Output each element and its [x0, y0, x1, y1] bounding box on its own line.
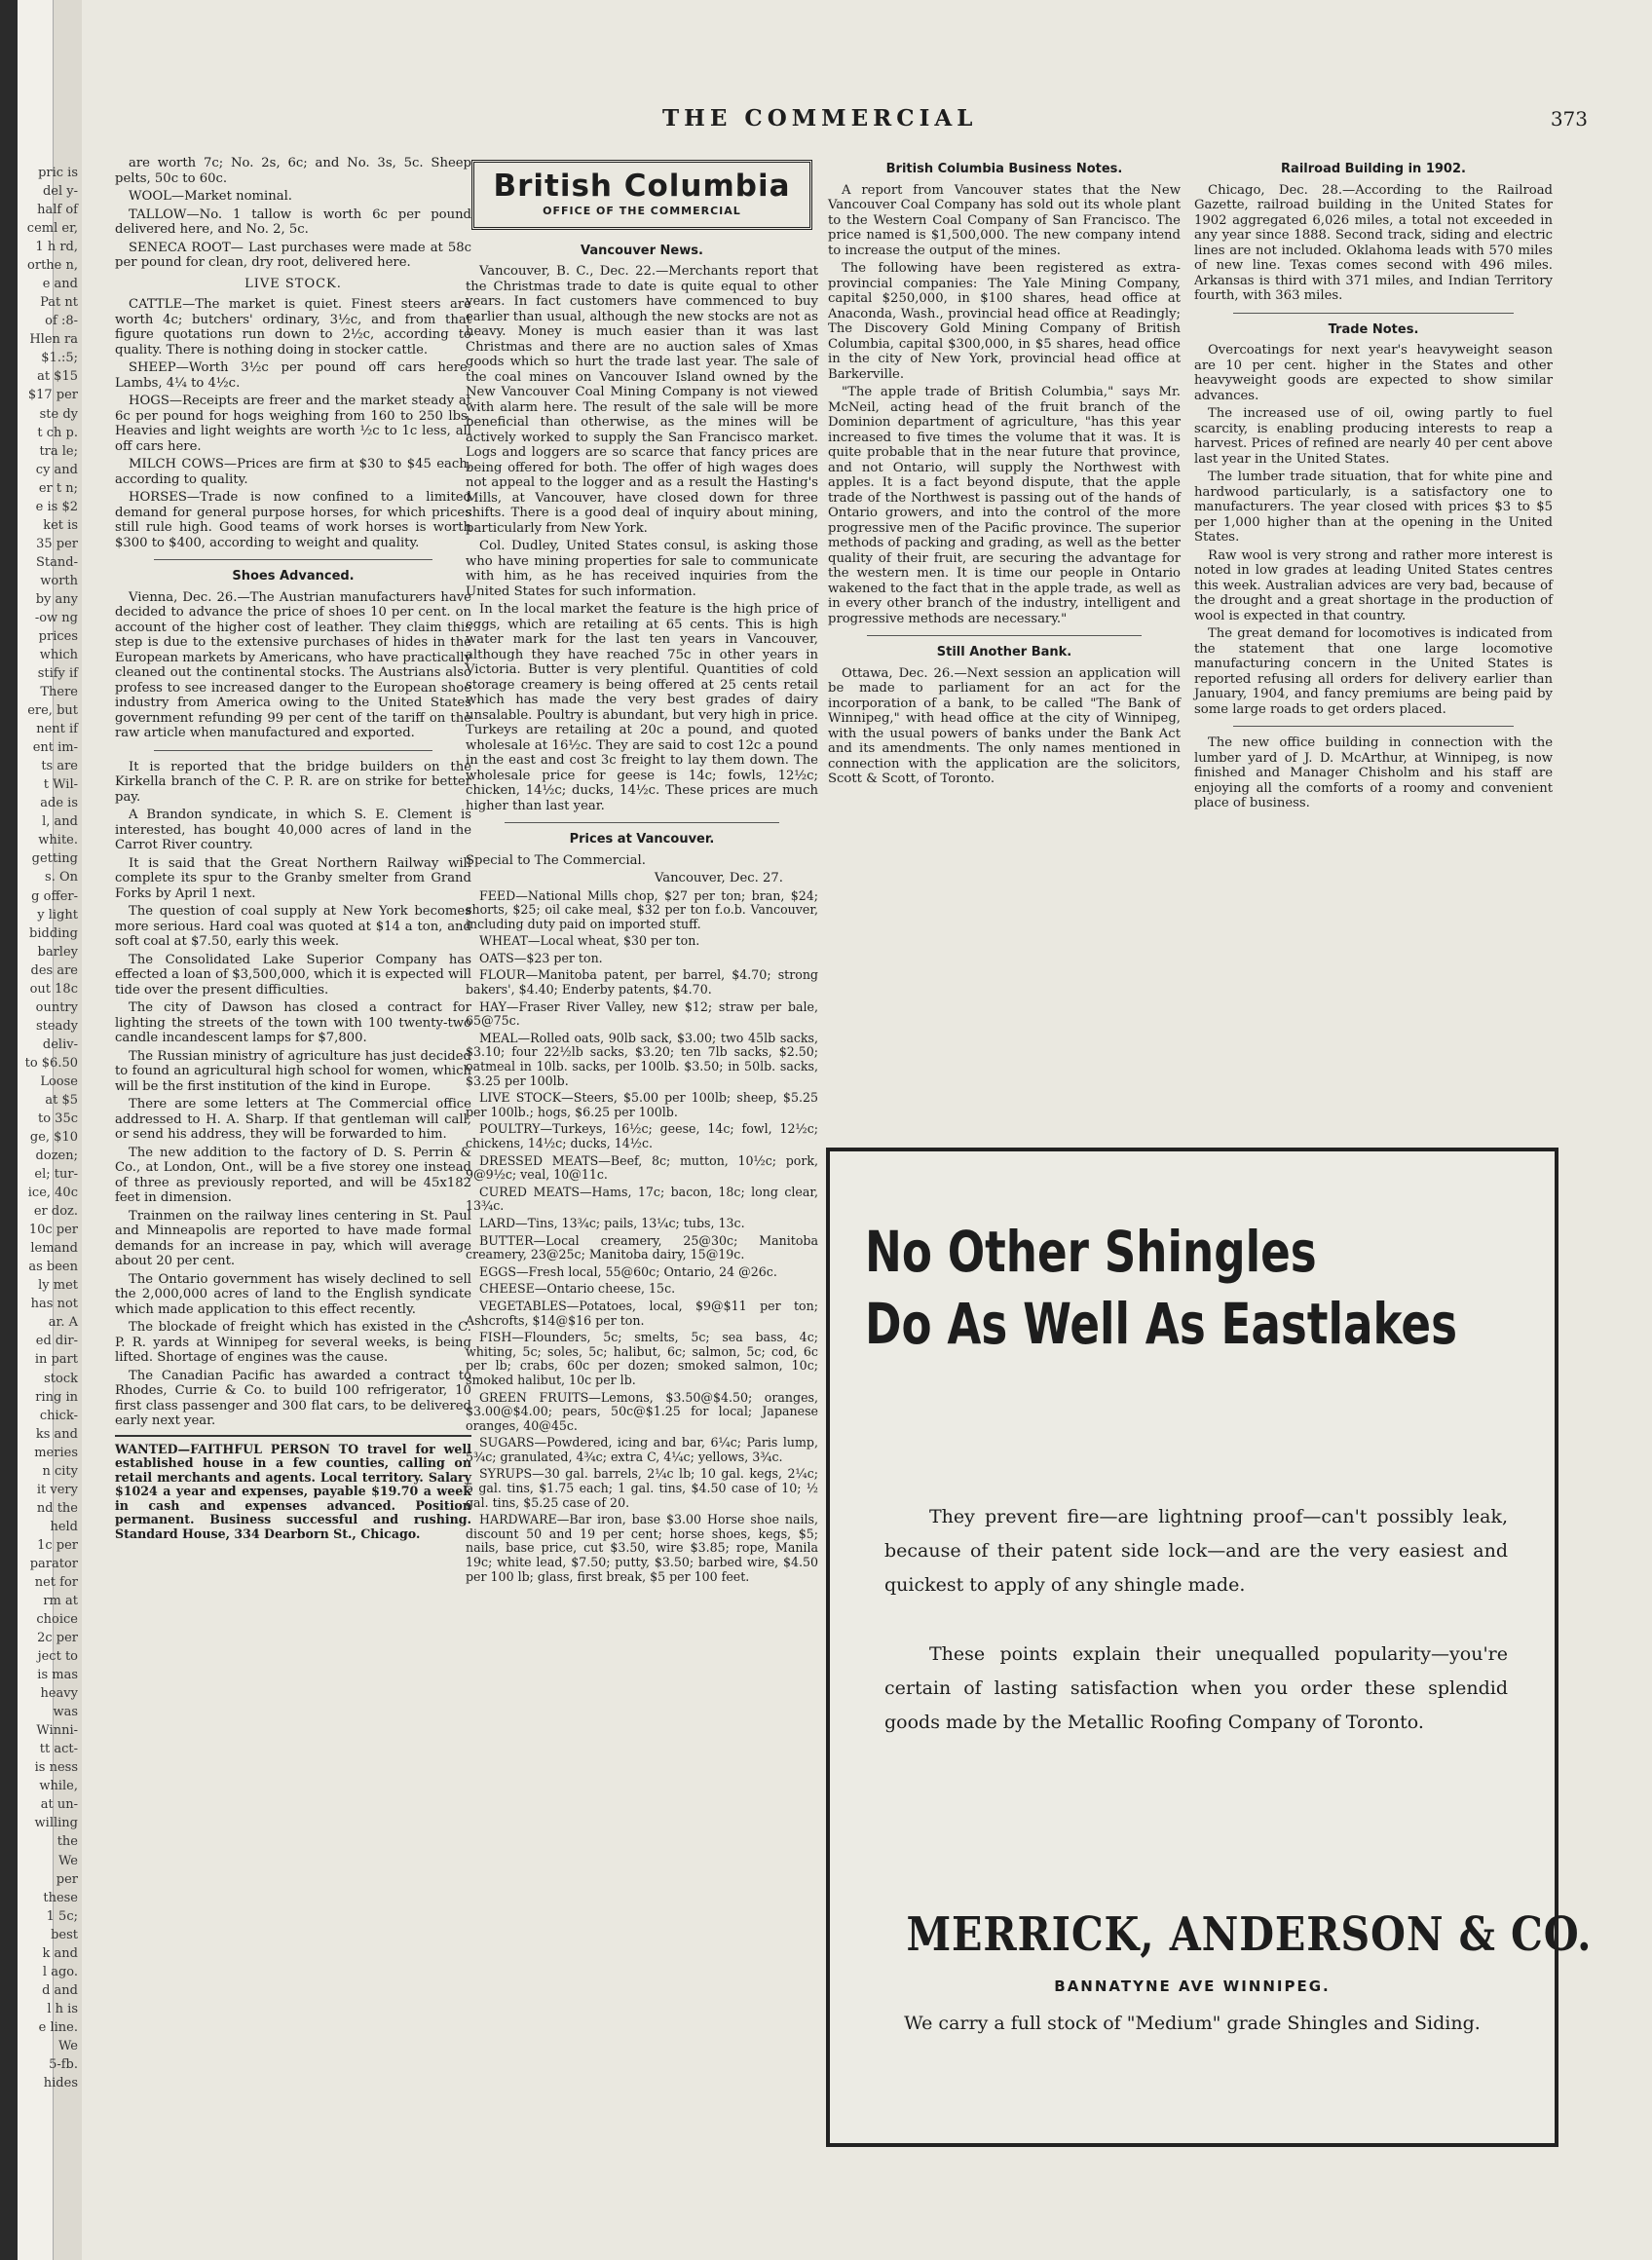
price-entry: EGGS—Fresh local, 55@60c; Ontario, 24 @26c. [479, 1263, 777, 1279]
news-paragraph: The Ontario government has wisely declined to sell the 2,000,000 acres of land to the English syndicate which made application to this effect recently. [115, 1271, 471, 1317]
adjacent-text-fragment: er doz. [33, 1204, 78, 1219]
adjacent-text-fragment: ks and [35, 1427, 78, 1442]
ad-body-paragraph-1: They prevent fire—are lightning proof—can't possibly leak, because of their patent side lock—and are the very easiest and quickest to apply of any shingle made. [884, 1506, 1508, 1596]
adjacent-text-fragment: held [50, 1520, 78, 1534]
price-entry: CURED MEATS—Hams, 17c; bacon, 18c; long clear, 13¾c. [466, 1184, 818, 1214]
adjacent-text-fragment: white. [38, 833, 78, 848]
adjacent-text-fragment: ste dy [39, 407, 78, 422]
price-entry: DRESSED MEATS—Beef, 8c; mutton, 10½c; pork, 9@9½c; veal, 10@11c. [466, 1152, 818, 1183]
divider [505, 822, 779, 823]
news-paragraph: The city of Dawson has closed a contract for lighting the streets of the town with 100 twenty-two candle incandescent lamps for $7,800. [115, 1000, 471, 1045]
adjacent-text-fragment: was [53, 1705, 78, 1719]
adjacent-text-fragment: ade is [40, 796, 78, 810]
divider [1233, 726, 1514, 727]
ad-tagline: We carry a full stock of "Medium" grade Shingles and Siding. [904, 2013, 1481, 2034]
box-title: British Columbia [493, 169, 791, 204]
live-stock-paragraph: SHEEP—Worth 3½c per pound off cars here. Lambs, 4¼ to 4½c. [115, 360, 471, 391]
market-paragraph: TALLOW—No. 1 tallow is worth 6c per pound delivered here, and No. 2, 5c. [115, 207, 471, 237]
adjacent-text-fragment: tt act- [39, 1742, 78, 1756]
trade-notes [1194, 343, 1553, 717]
adjacent-text-fragment: l, and [42, 814, 78, 829]
adjacent-text-fragment: of :8- [45, 314, 78, 328]
price-entry: SYRUPS—30 gal. barrels, 2¼c lb; 10 gal. kegs, 2¼c; 5 gal. tins, $1.75 each; 1 gal. tins, $4.50 case of 10; ½ gal. tins, $5.25 case of 20. [466, 1466, 818, 1510]
wanted-ad: WANTED—FAITHFUL PERSON TO travel for well established house in a few counties, calling on retail merchants and agents. Local territory. Salary $1024 a year and expenses, payable $19.70 a week in cash and expenses advanced. Position permanent. Business successful and rushing. Standard House, 334 Dearborn St., Chicago. [115, 1441, 471, 1541]
british-columbia-box [471, 160, 812, 230]
adjacent-text-fragment: y light [37, 908, 78, 923]
ad-firm-name: MERRICK, ANDERSON & CO. [906, 1907, 1593, 1962]
adjacent-text-fragment: chick- [39, 1409, 78, 1423]
adjacent-text-fragment: e line. [38, 2020, 78, 2035]
price-entry: MEAL—Rolled oats, 90lb sack, $3.00; two 45lb sacks, $3.10; four 22½lb sacks, $3.20; ten 7lb sacks, $2.50; oatmeal in 10lb. sacks, per 100lb. $3.50; in 50lb. sacks, $3.25 per 100lb. [466, 1030, 818, 1088]
news-paragraph: It is reported that the bridge builders on the Kirkella branch of the C. P. R. are on strike for better pay. [115, 759, 471, 805]
bank-article: Ottawa, Dec. 26.—Next session an application will be made to parliament for an act for the incorporation of a bank, to be called "The Bank of Winnipeg," with head office at the city of Winnipeg, with the usual powers of banks under the Bank Act and its amendments. The only names mentioned in connection with the application are the solicitors, Scott & Scott, of Toronto. [828, 665, 1181, 786]
adjacent-text-fragment: half of [37, 203, 78, 217]
adjacent-text-fragment: lemand [30, 1241, 78, 1256]
adjacent-text-fragment: cy and [35, 463, 78, 477]
live-stock-paragraph: HOGS—Receipts are freer and the market steady at 6c per pound for hogs weighing from 160 to 250 lbs. Heavies and light weights are worth ½c to 1c less, all off cars here. [115, 394, 471, 454]
adjacent-text-fragment: t ch p. [37, 426, 78, 440]
adjacent-text-fragment: d and [42, 1983, 78, 1998]
ad-body-paragraph-2: These points explain their unequalled popularity—you're certain of lasting satisfaction when you order these splendid goods made by the Metallic Roofing Company of Toronto. [884, 1643, 1508, 1733]
column-1 [115, 156, 471, 1544]
adjacent-text-fragment: to $6.50 [24, 1056, 78, 1071]
adjacent-text-fragment: rm at [43, 1594, 78, 1608]
live-stock-paragraph: CATTLE—The market is quiet. Finest steers are worth 4c; butchers' ordinary, 3½c, and from that figure quotations run down to 2½c, according to quality. There is nothing doing in stocker cattle. [115, 297, 471, 358]
market-notes [115, 156, 471, 271]
live-stock-paragraph: HORSES—Trade is now confined to a limited demand for general purpose horses, for which prices still rule high. Good teams of work horses is worth $300 to $400, according to weight and quality. [115, 490, 471, 550]
adjacent-text-fragment: parator [29, 1557, 78, 1571]
adjacent-text-fragment: We [58, 2039, 78, 2053]
adjacent-text-fragment: stify if [37, 666, 78, 681]
price-entry: LARD—Tins, 13¾c; pails, 13¼c; tubs, 13c. [479, 1215, 745, 1230]
adjacent-text-fragment: in part [34, 1352, 78, 1367]
adjacent-text-fragment: -ow ng [34, 611, 78, 625]
adjacent-text-fragment: g offer- [31, 889, 78, 904]
market-paragraph: WOOL—Market nominal. [129, 189, 292, 204]
vancouver-news-paragraph: Col. Dudley, United States consul, is asking those who have mining properties for sale to communicate with him, as he has received inquiries from the United States for such information. [466, 539, 818, 599]
news-paragraph: The Consolidated Lake Superior Company has effected a loan of $3,500,000, which it is expected will tide over the present difficulties. [115, 952, 471, 998]
adjacent-text-fragment: er t n; [38, 481, 78, 496]
box-subtitle: OFFICE OF THE COMMERCIAL [543, 205, 741, 217]
adjacent-text-fragment: ere, but [27, 703, 78, 718]
shoes-article: Vienna, Dec. 26.—The Austrian manufacturers have decided to advance the price of shoes 10 per cent. on account of the higher cost of leather. They claim this step is due to the extensive purchases of hides in the European markets by Americans, who have practically cleaned out the continental stocks. The Austrians also profess to see increased danger to the European shoe industry from America owing to the United States government refunding 99 per cent of the tariff on the raw article when manufactured and exported. [115, 589, 471, 740]
adjacent-text-fragment: at $15 [37, 369, 78, 384]
adjacent-text-fragment: to 35c [37, 1111, 78, 1126]
adjacent-text-fragment: as been [28, 1260, 78, 1274]
news-items [115, 760, 471, 1429]
adjacent-text-fragment: willing [34, 1816, 78, 1830]
prices-special: Special to The Commercial. [466, 852, 646, 868]
vancouver-news [466, 264, 818, 813]
price-entry: HARDWARE—Bar iron, base $3.00 Horse shoe nails, discount 50 and 19 per cent; horse shoes, kegs, $5; nails, base price, cut $3.50, wire $3.85; rope, Manila 19c; white lead, $7.50; putty, $3.50; barbed wire, $4.50 per 100 lb; glass, first break, $5 per 100 feet. [466, 1512, 818, 1584]
adjacent-text-fragment: steady [35, 1019, 78, 1034]
trade-note-paragraph: The lumber trade situation, that for white pine and hardwood particularly, is a satisfactory one to manufacturers. The year closed with prices $3 to $5 per 1,000 higher than at the opening in the United States. [1194, 470, 1553, 545]
news-paragraph: The Canadian Pacific has awarded a contract to Rhodes, Currie & Co. to build 100 refrigerator, 10 first class passenger and 300 flat cars, to be delivered early next year. [115, 1368, 471, 1428]
left-margin-bleed [0, 0, 82, 2260]
adjacent-text-fragment: There [40, 685, 78, 699]
office-building-note: The new office building in connection with the lumber yard of J. D. McArthur, at Winnipeg, is now finished and Manager Chisholm and his staff are enjoying all the comforts of a roomy and convenient place of business. [1194, 735, 1553, 810]
adjacent-text-fragment: 35 per [36, 537, 78, 551]
trade-note-paragraph: Raw wool is very strong and rather more interest is noted in low grades at leading United States centres this week. Australian advices are very bad, because of the drought and a great shortage in the production of wool is expected in that country. [1194, 547, 1553, 623]
adjacent-text-fragment: n city [42, 1464, 78, 1479]
adjacent-text-fragment: s. On [45, 870, 78, 885]
price-entry: CHEESE—Ontario cheese, 15c. [479, 1281, 676, 1297]
running-head [82, 105, 1652, 138]
ad-headline [865, 1216, 1458, 1360]
adjacent-text-fragment: meries [34, 1446, 78, 1460]
trade-note-paragraph: The great demand for locomotives is indicated from the statement that one large locomotive manufacturing concern in the United States is reported refusing all orders for delivery earlier than January, 1904, and fancy premiums are being paid by some large roads to get orders placed. [1194, 626, 1553, 717]
adjacent-text-fragment: $17 per [27, 388, 78, 402]
adjacent-text-fragment: while, [39, 1779, 78, 1793]
news-paragraph: A Brandon syndicate, in which S. E. Clement is interested, has bought 40,000 acres of land in the Carrot River country. [115, 808, 471, 852]
price-entry: FISH—Flounders, 5c; smelts, 5c; sea bass, 4c; whiting, 5c; soles, 5c; halibut, 6c; salmon, 5c; cod, 6c per lb; crabs, 60c per dozen; smoked salmon, 10c; smoked halibut, 10c per lb. [466, 1330, 818, 1387]
adjacent-text-fragment: tra le; [39, 444, 78, 459]
price-entry: OATS—$23 per ton. [479, 950, 603, 965]
adjacent-text-fragment: pric is [38, 166, 78, 180]
prices-heading: Prices at Vancouver. [569, 832, 715, 847]
trade-note-paragraph: The increased use of oil, owing partly to fuel scarcity, is enabling producing interests to reap a harvest. Prices of refined are nearly 40 per cent above last year in the United States. [1194, 406, 1553, 467]
news-paragraph: It is said that the Great Northern Railway will complete its spur to the Granby smelter from Grand Forks by April 1 next. [115, 855, 471, 901]
live-stock-heading: LIVE STOCK. [244, 276, 342, 291]
adjacent-text-fragment: hides [43, 2076, 78, 2090]
adjacent-text-fragment: t Wil- [43, 777, 78, 792]
adjacent-text-fragment: ed dir- [35, 1334, 78, 1348]
divider [1233, 313, 1514, 314]
adjacent-text-fragment: ge, $10 [29, 1130, 78, 1145]
bc-business-paragraph: The following have been registered as extra-provincial companies: The Yale Mining Company, capital $250,000, in $100 shares, head office at Anaconda, Wash., provincial head office at Readingly; The Discovery Gold Mining Company of British Columbia, capital $300,000, in $5 shares, head office in the city of New York, provincial head office at Barkerville. [828, 261, 1181, 382]
news-paragraph: The Russian ministry of agriculture has just decided to found an agricultural high school for women, which will be the first institution of the kind in Europe. [115, 1048, 471, 1094]
railroad-article: Chicago, Dec. 28.—According to the Railroad Gazette, railroad building in the United States for 1902 aggregated 6,026 miles, a total not exceeded in any year since 1888. Second track, siding and electric lines are not included. Oklahoma leads with 570 miles of new line. Texas comes second with 496 miles. Arkansas is third with 371 miles, and Indian Territory fourth, with 363 miles. [1194, 182, 1553, 303]
adjacent-text-fragment: ice, 40c [27, 1186, 78, 1200]
adjacent-text-fragment: ar. A [48, 1315, 78, 1330]
adjacent-text-fragment: 1 5c; [46, 1909, 78, 1924]
divider [154, 750, 432, 751]
ad-address: BANNATYNE AVE WINNIPEG. [1054, 1978, 1331, 1995]
adjacent-text-fragment: 1c per [37, 1538, 78, 1553]
adjacent-text-fragment: is mas [37, 1668, 78, 1682]
adjacent-text-fragment: stock [44, 1372, 78, 1386]
adjacent-text-fragment: deliv- [42, 1037, 78, 1052]
adjacent-text-fragment: dozen; [35, 1149, 78, 1163]
trade-note-paragraph: Overcoatings for next year's heavyweight season are 10 per cent. higher in the States and other heavyweight goods are expected to show similar advances. [1194, 343, 1553, 403]
price-entry: BUTTER—Local creamery, 25@30c; Manitoba creamery, 23@25c; Manitoba dairy, 15@19c. [466, 1232, 818, 1262]
adjacent-text-fragment: these [43, 1891, 78, 1905]
vancouver-news-paragraph: In the local market the feature is the high price of eggs, which are retailing at 65 cents. This is high water mark for the last ten years in Vancouver, although they have reached 75c in other years in Victoria. Butter is very plentiful. Quantities of cold storage creamery is being offered at 25 cents retail which has made the very best grades of dairy unsalable. Poultry is abundant, but very high in price. Turkeys are retailing at 20c a pound, and quoted wholesale at 16½c. They are said to cost 12c a pound in the east and cost 3c freight to lay them down. The wholesale price for geese is 14c; fowls, 12½c; chicken, 14½c; ducks, 14½c. These prices are much higher than last year. [466, 602, 818, 813]
bc-business-paragraph: A report from Vancouver states that the New Vancouver Coal Company has sold out its whole plant to the Western Coal Company of San Francisco. The price named is $1,500,000. The new company intend to increase the output of the mines. [828, 182, 1181, 258]
column-2 [466, 156, 818, 1587]
price-entry: FLOUR—Manitoba patent, per barrel, $4.70; strong bakers', $4.40; Enderby patents, $4.70. [466, 967, 818, 998]
newspaper-page [82, 0, 1652, 2260]
adjacent-text-fragment: We [58, 1854, 78, 1868]
bc-business-heading: British Columbia Business Notes. [885, 162, 1123, 176]
adjacent-text-fragment: 2c per [37, 1631, 78, 1645]
price-entry: GREEN FRUITS—Lemons, $3.50@$4.50; oranges, $3.00@$4.00; pears, 50c@$1.25 for local; Japanese oranges, 40@45c. [466, 1389, 818, 1433]
news-paragraph: There are some letters at The Commercial office addressed to H. A. Sharp. If that gentleman will call, or send his address, they will be forwarded to him. [115, 1097, 471, 1142]
shoes-heading: Shoes Advanced. [232, 569, 355, 584]
ad-headline-line-2: Do As Well As Eastlakes [865, 1291, 1458, 1357]
adjacent-text-fragment: ring in [35, 1390, 78, 1405]
price-entry: FEED—National Mills chop, $27 per ton; bran, $24; shorts, $25; oil cake meal, $32 per ton f.o.b. Vancouver, including duty paid on imported stuff. [466, 887, 818, 931]
adjacent-text-fragment: ject to [37, 1649, 78, 1664]
adjacent-text-fragment: nd the [36, 1501, 78, 1516]
adjacent-text-fragment: it very [36, 1483, 78, 1497]
adjacent-text-fragment: ceml er, [26, 221, 78, 236]
divider [867, 635, 1142, 636]
adjacent-text-fragment: per [56, 1872, 78, 1887]
adjacent-text-fragment: des are [30, 963, 78, 978]
publication-title: THE COMMERCIAL [662, 105, 978, 132]
railroad-heading: Railroad Building in 1902. [1281, 162, 1466, 176]
news-paragraph: The question of coal supply at New York becomes more serious. Hard coal was quoted at $14 a ton, and soft coal at $7.50, early this week. [115, 904, 471, 949]
ad-headline-line-1: No Other Shingles [865, 1219, 1317, 1285]
live-stock-paragraph: MILCH COWS—Prices are firm at $30 to $45 each, according to quality. [115, 457, 471, 487]
price-entry: SUGARS—Powdered, icing and bar, 6¼c; Paris lump, 5¾c; granulated, 4¾c; extra C, 4¼c; yellows, 3¾c. [466, 1435, 818, 1464]
price-entry: VEGETABLES—Potatoes, local, $9@$11 per ton; Ashcrofts, $14@$16 per ton. [466, 1298, 818, 1328]
adjacent-text-fragment: k and [42, 1946, 78, 1961]
divider [115, 1435, 471, 1437]
price-entry: LIVE STOCK—Steers, $5.00 per 100lb; sheep, $5.25 per 100lb.; hogs, $6.25 per 100lb. [466, 1090, 818, 1119]
divider [154, 559, 432, 560]
adjacent-text-fragment: by any [35, 592, 78, 607]
vancouver-news-heading: Vancouver News. [581, 243, 703, 258]
adjacent-text-fragment: is ness [34, 1760, 78, 1775]
adjacent-text-fragment: 5-fb. [49, 2057, 78, 2072]
ad-body [884, 1500, 1508, 1775]
adjacent-text-fragment: $1.:5; [41, 351, 78, 365]
adjacent-text-fragment: Pat nt [40, 295, 78, 310]
trade-notes-heading: Trade Notes. [1328, 321, 1419, 337]
adjacent-text-fragment: ket is [43, 518, 78, 533]
adjacent-text-fragment: Hlen ra [29, 332, 78, 347]
adjacent-text-fragment: at un- [40, 1797, 78, 1812]
bc-business-notes [828, 183, 1181, 627]
bank-heading: Still Another Bank. [936, 645, 1072, 659]
adjacent-text-fragment: bidding [29, 926, 78, 941]
adjacent-text-fragment: Stand- [36, 555, 78, 570]
adjacent-text-fragment: has not [30, 1297, 78, 1311]
price-entry: WHEAT—Local wheat, $30 per ton. [479, 933, 700, 949]
adjacent-text-fragment: ly met [38, 1278, 78, 1293]
adjacent-text-fragment: ent im- [32, 740, 78, 755]
market-paragraph: are worth 7c; No. 2s, 6c; and No. 3s, 5c. Sheep pelts, 50c to 60c. [115, 156, 471, 186]
binding-edge [0, 0, 18, 2260]
adjacent-text-fragment: out 18c [29, 982, 78, 997]
adjacent-text-fragment: Winni- [36, 1723, 78, 1738]
adjacent-text-fragment: l h is [47, 2002, 78, 2016]
price-entry: POULTRY—Turkeys, 16½c; geese, 14c; fowl, 12½c; chickens, 14½c; ducks, 14½c. [466, 1121, 818, 1150]
adjacent-text-fragment: prices [38, 629, 78, 644]
column-3 [828, 156, 1181, 790]
adjacent-text-fragment: e and [42, 277, 78, 291]
adjacent-text-fragment: ountry [35, 1000, 78, 1015]
vancouver-news-paragraph: Vancouver, B. C., Dec. 22.—Merchants report that the Christmas trade to date is quite equal to other years. In fact customers have commenced to buy earlier than usual, although the new stocks are not as heavy. Money is much easier than it was last Christmas and there are no auction sales of Xmas goods which so hurt the trade last year. The sale of the coal mines on Vancouver Island owned by the New Vancouver Coal Mining Company is not viewed with alarm here. The result of the sale will be more beneficial than otherwise, as the mines will be actively worked to supply the San Francisco market. Logs and loggers are so scarce that fancy prices are being offered for both. The offer of high wages does not appeal to the logger and as a result the Hasting's Mills, at Vancouver, have closed down for three shifts. There is a good deal of inquiry about mining, particularly from New York. [466, 264, 818, 536]
adjacent-text-fragment: at $5 [45, 1093, 78, 1108]
adjacent-text-fragment: e is $2 [35, 500, 78, 514]
live-stock-section [115, 297, 471, 550]
adjacent-text-fragment: which [39, 648, 78, 662]
adjacent-text-fragment: el; tur- [34, 1167, 78, 1182]
adjacent-text-fragment: best [51, 1928, 78, 1942]
adjacent-text-fragment: net for [34, 1575, 78, 1590]
market-paragraph: SENECA ROOT— Last purchases were made at 58c per pound for clean, dry root, delivered here. [115, 240, 471, 270]
news-paragraph: The new addition to the factory of D. S. Perrin & Co., at London, Ont., will be a five storey one instead of three as previously reported, and will be 45x182 feet in dimension. [115, 1145, 471, 1205]
news-paragraph: The blockade of freight which has existed in the C. P. R. yards at Winnipeg for several weeks, is being lifted. Shortage of engines was the cause. [115, 1320, 471, 1365]
adjacent-text-fragment: l ago. [42, 1965, 78, 1979]
price-entry: HAY—Fraser River Valley, new $12; straw per bale, 65@75c. [466, 998, 818, 1029]
adjacent-text-fragment: nent if [36, 722, 78, 736]
bc-business-paragraph: "The apple trade of British Columbia," says Mr. McNeil, acting head of the fruit branch of the Dominion department of agriculture, "has this year increased to five times the volume that it was. It is quite probable that in the near future that province, and not Ontario, will supply the Northwest with apples. It is a fact beyond dispute, that the apple trade of the Northwest is passing out of the hands of Ontario growers, and into the control of the more progressive men of the Pacific province. The superior methods of packing and grading, as well as the better quality of their fruit, are securing the advantage for the western men. It is time our people in Ontario wakened to the fact that in the apple trade, as well as in every other branch of the industry, intelligent and progressive methods are necessary." [828, 385, 1181, 626]
adjacent-text-fragment: heavy [40, 1686, 78, 1701]
column-4 [1194, 156, 1553, 814]
adjacent-text-fragment: orthe n, [27, 258, 78, 273]
page-number: 373 [1550, 107, 1588, 131]
adjacent-text-fragment: getting [31, 851, 78, 866]
adjacent-text-fragment: Loose [40, 1074, 78, 1089]
news-paragraph: Trainmen on the railway lines centering in St. Paul and Minneapolis are reported to have made formal demands for an increase in pay, which will average about 20 per cent. [115, 1208, 471, 1268]
price-list [466, 889, 818, 1585]
shingles-advertisement [826, 1148, 1593, 2147]
adjacent-text-fragment: the [56, 1834, 78, 1849]
prices-dateline: Vancouver, Dec. 27. [654, 871, 783, 885]
adjacent-text-fragment: worth [40, 574, 78, 588]
adjacent-text-fragment: 1 h rd, [35, 240, 78, 254]
adjacent-text-fragment: choice [36, 1612, 78, 1627]
adjacent-text-fragment: ts are [41, 759, 78, 773]
adjacent-text-fragment: barley [37, 945, 78, 960]
adjacent-text-fragment: 10c per [28, 1223, 78, 1237]
adjacent-text-fragment: del y- [42, 184, 78, 199]
